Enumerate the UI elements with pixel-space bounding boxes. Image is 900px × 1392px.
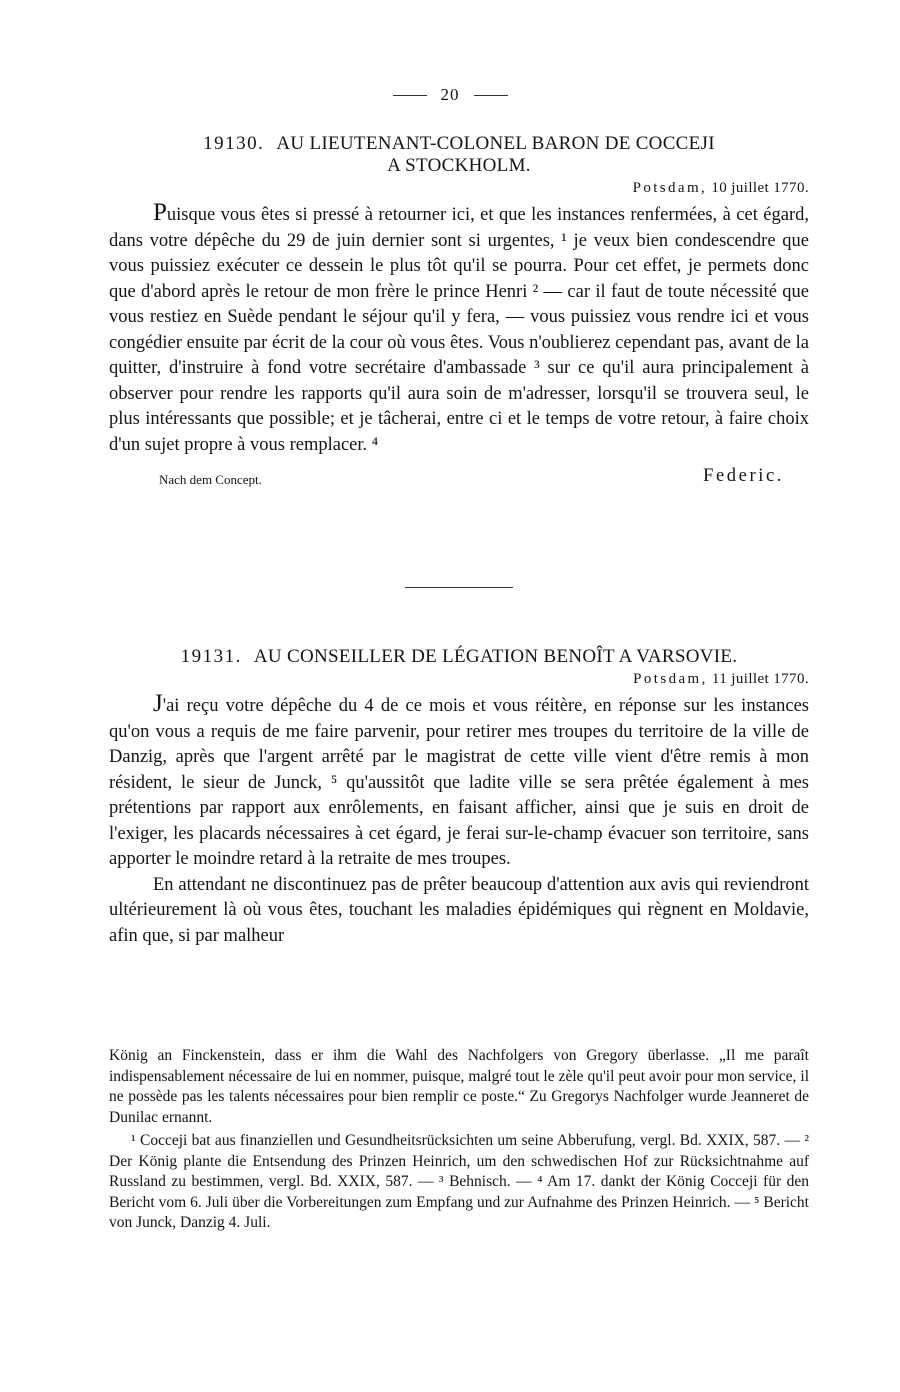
paragraph bbox=[109, 691, 809, 873]
signature: Federic. bbox=[703, 466, 784, 486]
letter-heading bbox=[109, 133, 809, 177]
date: 11 juillet 1770. bbox=[707, 671, 809, 687]
footnote-carryover: König an Finckenstein, dass er ihm die Wahl des Nachfolgers von Gregory überlasse. „Il me paraît indispensablement nécessaire de lui en nommer, puisque, malgré tout le zèle qu'il peut avoir pour mon service, il ne possède pas les talents nécessaires pour bien remplir ce poste.“ Zu Gregorys Nachfolger wurde Jeanneret de Dunilac ernannt. bbox=[109, 1047, 809, 1126]
source-note: Nach dem Concept. bbox=[159, 472, 262, 487]
page-number-header bbox=[0, 84, 900, 106]
letter-title: AU CONSEILLER DE LÉGATION BENOÎT A VARSOVIE. bbox=[253, 646, 738, 667]
letter-body bbox=[109, 200, 809, 458]
paragraph bbox=[109, 200, 809, 458]
letter-title: AU LIEUTENANT-COLONEL BARON DE COCCEJI bbox=[276, 133, 715, 154]
left-rule bbox=[393, 95, 427, 96]
right-rule bbox=[474, 95, 508, 96]
initial-letter: P bbox=[153, 199, 167, 226]
place-date bbox=[109, 180, 809, 197]
place-date bbox=[109, 671, 809, 688]
letter-heading bbox=[109, 646, 809, 668]
paragraph-text: 'ai reçu votre dépêche du 4 de ce mois et vous réitère, en réponse sur les instances qu'on vous a requis de me faire parvenir, pour retirer mes troupes du territoire de la ville de Danzig, après que l'argent arrêté par le magistrat de cette ville vient d'être remis à mon résident, le sieur de Junck, ⁵ qu'aussitôt que ladite ville se sera prêtée également à mes prétentions par rapport aux enrôlements, en faisant afficher, ainsi que je suis en droit de l'exiger, les placards nécessaires à cet égard, je ferai sur-le-champ évacuer son territoire, sans apporter le moindre retard à la retraite de mes troupes. bbox=[109, 696, 809, 869]
letter-19131 bbox=[109, 646, 809, 949]
signature-line bbox=[109, 462, 809, 490]
letter-body bbox=[109, 691, 809, 949]
place: Potsdam, bbox=[633, 671, 708, 687]
paragraph-text: uisque vous êtes si pressé à retourner ici, et que les instances renfermées, à cet égard, dans votre dépêche du 29 de juin dernier sont si urgentes, ¹ je veux bien condescendre que vous puissiez exécuter ce dessein le plus tôt qu'il se pourra. Pour cet effet, je permets donc que d'abord après le retour de mon frère le prince Henri ² — car il faut de toute nécessité que vous restiez en Suède pendant le séjour qu'il y fera, — vous puissiez vous rendre ici et vous congédier ensuite par écrit de la cour où vous êtes. Vous n'oublierez cependant pas, avant de la quitter, d'instruire à fond votre secrétaire d'ambassade ³ sur ce qu'il aura principalement à observer pour rendre les rapports qu'il aura soin de m'adresser, lorsqu'il se trouvera seul, le plus intéressants que possible; et je tâcherai, entre ci et le temps de votre retour, à faire choix d'un sujet propre à vous remplacer. ⁴ bbox=[109, 205, 809, 455]
letter-number: 19130. bbox=[203, 133, 265, 154]
date: 10 juillet 1770. bbox=[707, 180, 809, 196]
place: Potsdam, bbox=[632, 180, 708, 196]
letter-number: 19131. bbox=[180, 646, 242, 667]
page-number: 20 bbox=[440, 85, 460, 104]
footnote-list: ¹ Cocceji bat aus finanziellen und Gesundheitsrücksichten um seine Abberufung, vergl. Bd. XXIX, 587. — ² Der König plante die Entsendung des Prinzen Heinrich, um den schwedischen Hof zur Rücksichtnahme auf Russland zu bestimmen, vergl. Bd. XXIX, 587. — ³ Behnisch. — ⁴ Am 17. dankt der König Cocceji für den Bericht vom 6. Juli über die Vorbereitungen zum Empfang und zur Aufnahme des Prinzen Heinrich. — ⁵ Bericht von Junck, Danzig 4. Juli. bbox=[109, 1132, 809, 1231]
section-separator bbox=[405, 587, 513, 588]
initial-letter: J bbox=[153, 690, 163, 717]
letter-title-line2: A STOCKHOLM. bbox=[387, 155, 531, 176]
letter-19130 bbox=[109, 133, 809, 490]
footnotes bbox=[109, 1046, 809, 1234]
paragraph: En attendant ne discontinuez pas de prêter beaucoup d'attention aux avis qui reviendront ultérieurement là où vous êtes, touchant les maladies épidémiques qui règnent en Moldavie, afin que, si par malheur bbox=[109, 874, 809, 946]
